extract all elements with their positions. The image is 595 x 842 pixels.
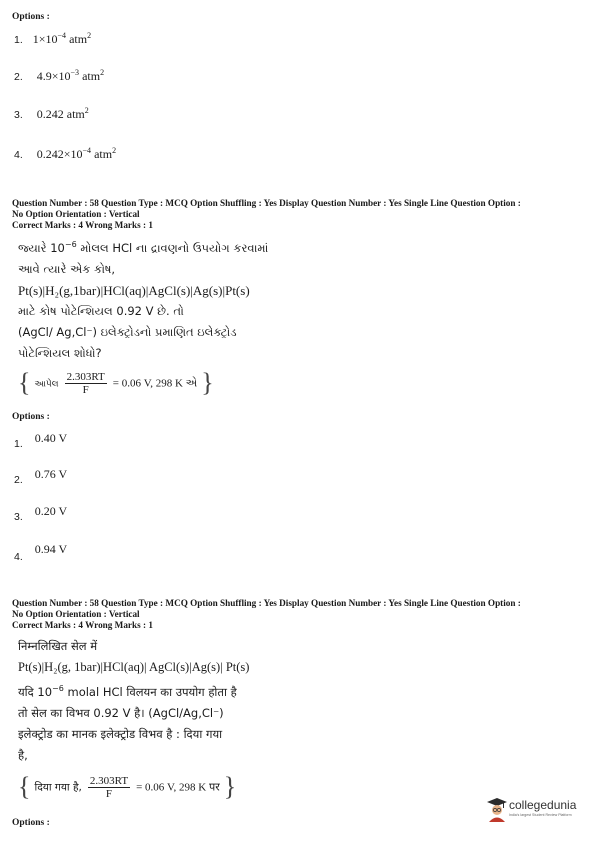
option-number: 3.: [14, 109, 23, 121]
question-header: Question Number : 58 Question Type : MCQ Option Shuffling : Yes Display Question Number : Yes Single Line Question Option : No Option Orientation : Vertical Correct Marks : 4 Wrong Marks : 1: [12, 598, 521, 630]
option-value: 0.242 atm$^2$: [36, 106, 89, 121]
option-value: $0.242\times 10^{-4}$ atm$^2$: [36, 146, 117, 161]
options-label: Options :: [12, 412, 50, 422]
given-formula: { આપેલ $\frac{2.303RT}{F}$ = 0.06 V, 298 K એ }: [18, 368, 214, 397]
option-3[interactable]: [14, 105, 89, 123]
option-value: $1\times 10^{-4}$ atm$^2$: [32, 31, 92, 46]
option-number: 1.: [14, 34, 23, 46]
collegedunia-logo: [486, 796, 591, 824]
option-1[interactable]: [14, 30, 91, 48]
option-4[interactable]: $_{4.}$ 0.94 V: [14, 542, 68, 563]
options-label: Options :: [12, 12, 50, 22]
options-label: Options :: [12, 818, 50, 828]
option-2[interactable]: [14, 67, 104, 85]
question-text: જ્યારે $10^{-6}$ મોલલ HCl ના દ્રાવણનો ઉપયોગ કરવામાં આવે ત્યારે એક કોષ, Pt(s)|H₂(g,1bar)|HCl(aq)|AgCl(s)|Ag(s)|Pt(s) માટે કોષ પોટેન્શિયલ 0.92 V છે. તો (AgCl/ Ag,Cl⁻) ઇલેક્ટ્રોડનો પ્રમાણિત ઇલેક્ટ્રોડ પોટેન્શિયલ શોધો?: [18, 240, 269, 360]
logo-text: collegedunia: [509, 798, 577, 812]
option-2[interactable]: $_{2.}$ 0.76 V: [14, 467, 68, 486]
question-header: Question Number : 58 Question Type : MCQ Option Shuffling : Yes Display Question Number : Yes Single Line Question Option : No Option Orientation : Vertical Correct Marks : 4 Wrong Marks : 1: [12, 198, 521, 230]
option-value: $4.9\times 10^{-3}$ atm$^2$: [36, 68, 105, 83]
graduate-icon: [486, 796, 508, 822]
option-number: 2.: [14, 71, 23, 83]
option-number: 4.: [14, 149, 23, 161]
logo-tagline: India's largest Student Review Platform: [509, 813, 572, 817]
option-3[interactable]: $_{3.}$ 0.20 V: [14, 504, 68, 523]
given-formula: { दिया गया है, $\frac{2.303RT}{F}$ = 0.06 V, 298 K पर }: [18, 772, 237, 801]
option-4[interactable]: [14, 145, 116, 163]
option-1[interactable]: $_{1.}$ 0.40 V: [14, 431, 68, 450]
question-text: निम्नलिखित सेल में Pt(s)|H₂(g, 1bar)|HCl(aq)| AgCl(s)|Ag(s)| Pt(s) यदि $10^{-6}$ molal HCl विलयन का उपयोग होता है तो सेल का विभव 0.92 V है। (AgCl/Ag,Cl⁻) इलेक्ट्रोड का मानक इलेक्ट्रोड विभव है : दिया गया है,: [18, 639, 250, 762]
